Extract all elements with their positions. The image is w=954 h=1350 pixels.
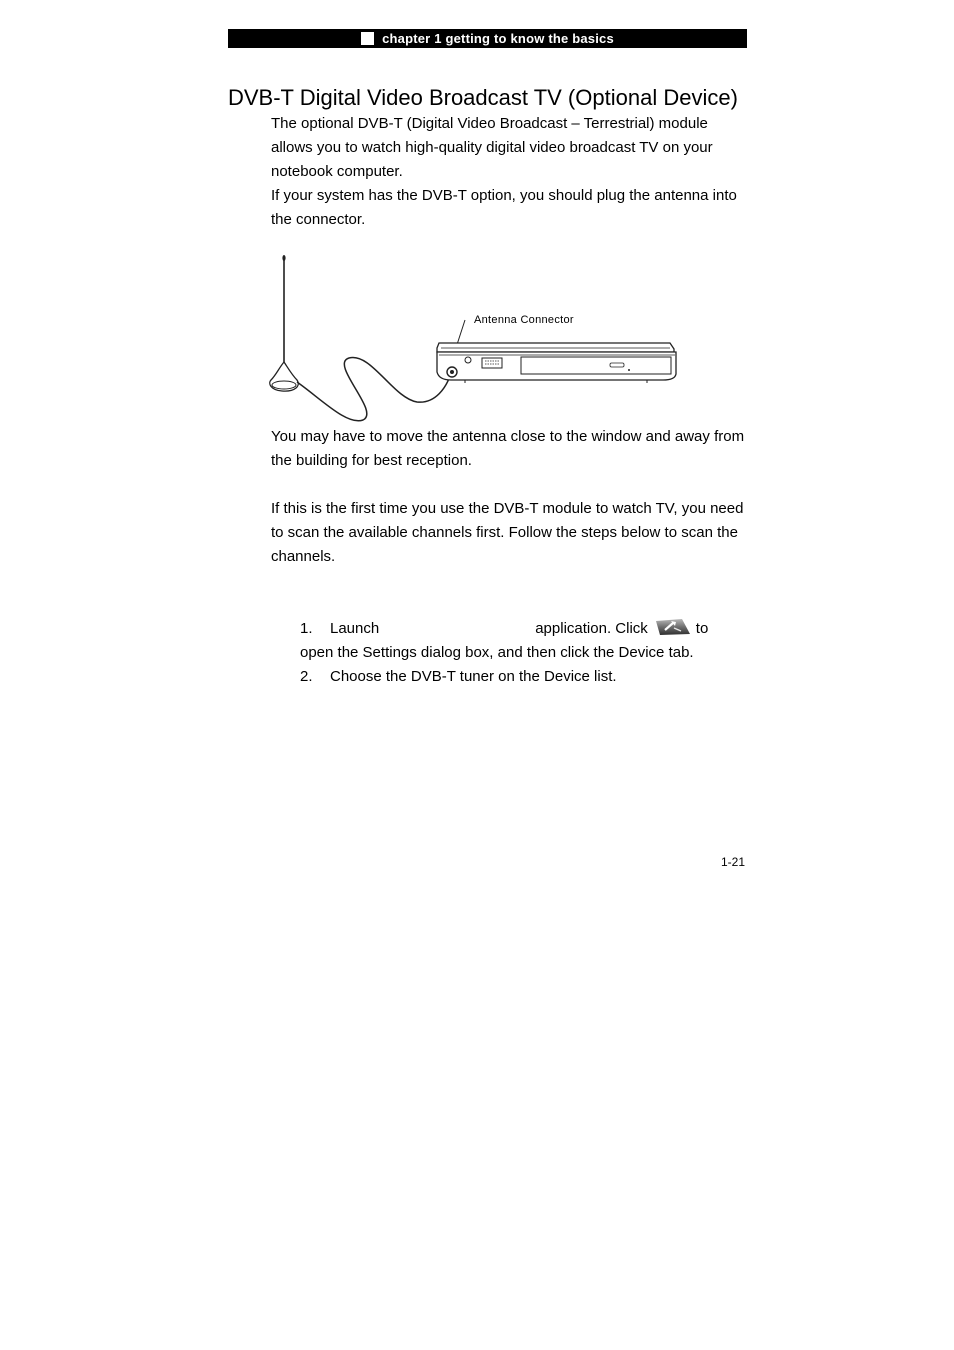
first-time-text: If this is the first time you use the DVB-T module to watch TV, you need to scan the available channels first. Follow the steps below to scan the channels. — [271, 500, 744, 565]
first-time-paragraph — [271, 497, 751, 569]
chapter-header — [228, 29, 747, 48]
intro-paragraph-1: The optional DVB-T (Digital Video Broadcast – Terrestrial) module allows you to watch high-quality digital video broadcast TV on your notebook computer. — [271, 115, 713, 180]
intro-paragraph-2: If your system has the DVB-T option, you should plug the antenna into the connector. — [271, 187, 737, 228]
reception-text: You may have to move the antenna close to the window and away from the building for best reception. — [271, 428, 745, 469]
reception-paragraph — [271, 425, 751, 473]
page-title: DVB-T Digital Video Broadcast TV (Optional Device) — [228, 85, 738, 110]
step-1-continuation — [300, 641, 760, 665]
page-number: 1-21 — [721, 855, 746, 869]
step-1-to-text: to — [695, 620, 709, 637]
step-2-text: Choose the DVB-T tuner on the Device list. — [330, 668, 617, 685]
antenna-connector-label: Antenna Connector — [474, 314, 574, 326]
intro-section — [271, 112, 751, 232]
steps-list — [300, 617, 760, 689]
header-square-icon — [361, 32, 374, 45]
chapter-header-text: chapter 1 getting to know the basics — [382, 31, 614, 46]
antenna-illustration-icon — [265, 250, 685, 430]
step-2 — [300, 665, 760, 689]
step-1-continuation-text: open the Settings dialog box, and then click the Device tab. — [300, 644, 694, 661]
antenna-connection-figure — [265, 250, 685, 430]
step-1 — [300, 617, 760, 641]
step-1-launch-text: Launch — [330, 620, 380, 637]
step-1-number: 1. — [300, 620, 313, 637]
settings-tool-icon — [654, 618, 692, 636]
step-2-number: 2. — [300, 668, 313, 685]
step-1-application-text: application. Click — [535, 620, 648, 637]
